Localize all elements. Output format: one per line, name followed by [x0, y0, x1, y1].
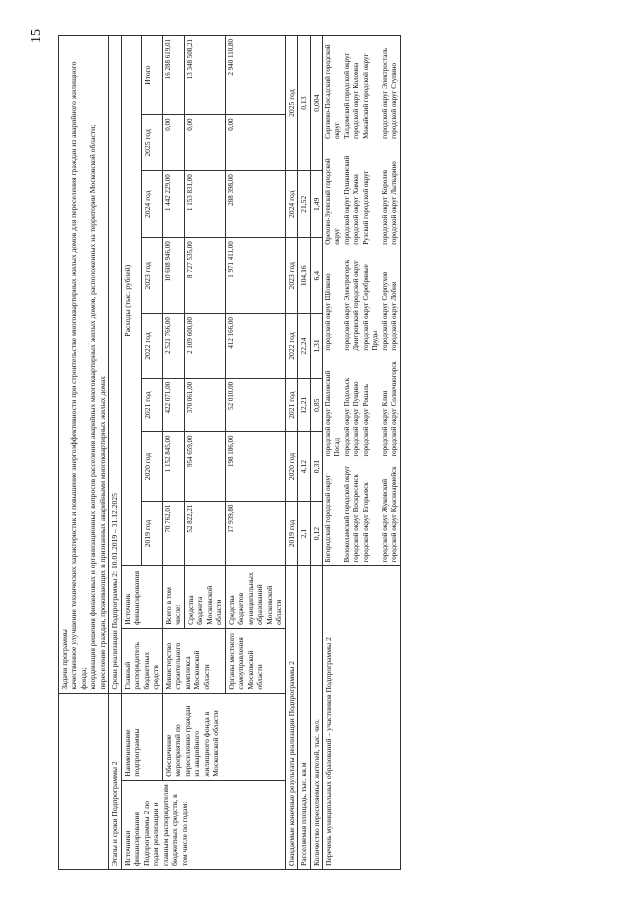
year-header: 2023 год	[142, 238, 162, 314]
year-header: 2020 год	[142, 432, 162, 501]
result-value: 2,1	[298, 501, 310, 566]
year-header: 2025 год	[142, 115, 162, 171]
result-value: 1,49	[310, 171, 322, 238]
results-residents-row	[310, 36, 322, 870]
municipalities-list	[324, 39, 399, 562]
municipality-item: городской округ Коломна	[352, 62, 361, 139]
financing-label: Источники финансирования Подпрограммы 2 по годам реализации и главным распорядителям бюджетных средств, в том числе по годам:	[121, 780, 285, 869]
result-value: 21,52	[298, 171, 310, 238]
year-header: 2022 год	[285, 314, 297, 379]
municipality-item: городской округ Пущино	[352, 381, 361, 457]
value-cell: 8 727 535,00	[184, 238, 225, 314]
result-value: 0,12	[310, 501, 322, 566]
municipality-item: Рузский городской округ	[362, 170, 371, 245]
results-area-row	[298, 36, 310, 870]
municipality-item: Дмитровский городской округ	[352, 260, 361, 351]
year-header: 2019 год	[142, 501, 162, 566]
col-distributor: Главный распорядитель бюджетных средств	[121, 628, 162, 693]
municipalities-cell	[323, 36, 401, 566]
year-header: 2024 год	[142, 171, 162, 238]
value-cell: 288 398,00	[225, 171, 285, 238]
result-value: 0,31	[310, 432, 322, 501]
municipality-item: городской округ Лыткарино	[390, 161, 399, 245]
municipality-item: городской округ Лобня	[390, 281, 399, 351]
value-cell: 1 971 411,00	[225, 238, 285, 314]
result-value: 6,4	[310, 238, 322, 314]
year-header: 2019 год	[285, 501, 297, 566]
program-name: Обеспечение мероприятий по переселению граждан из аварийного жилищного фонда в Московской области	[162, 693, 285, 780]
result-value: 4,12	[298, 432, 310, 501]
municipality-item: городской округ Королев	[380, 169, 389, 245]
municipality-item: Орехово-Зуевский городской округ	[324, 158, 341, 245]
stages-row	[109, 36, 121, 870]
task-item: координация решения финансовых и организационных вопросов расселения аварийных многоквартирных жилых домов, расположенных на территории Московской области;	[88, 124, 98, 690]
municipality-item: Волоколамский городской округ	[342, 465, 351, 563]
year-header: 2020 год	[285, 432, 297, 501]
result-value: 0,85	[310, 378, 322, 432]
value-cell: 198 186,00	[225, 432, 285, 501]
tasks-heading: Задачи программы	[60, 629, 69, 690]
source-name: Средства бюджетов муниципальных образований Московской области	[225, 566, 285, 629]
tasks-row	[59, 36, 109, 870]
result-value: 1,31	[310, 314, 322, 379]
municipality-item: городской округ Электросталь	[380, 47, 389, 139]
value-cell: 70 762,01	[162, 501, 184, 566]
value-cell: 0,00	[184, 115, 225, 171]
year-header: 2021 год	[285, 378, 297, 432]
municipality-item: городской округ Подольск	[342, 377, 351, 457]
task-item: качественное улучшение технических характеристик и повышение энергоэффективности при строительстве многоквартирных жилых домов для переселения граждан из аварийного жилищного фонда;	[69, 61, 88, 690]
municipalities-row	[323, 36, 401, 870]
result-label: Количество переселяемых жителей, тыс. чел.	[310, 566, 322, 870]
year-header: 2024 год	[285, 171, 297, 238]
value-cell: 1 152 845,00	[162, 432, 184, 501]
result-value: 104,16	[298, 238, 310, 314]
value-cell: 422 071,00	[162, 378, 184, 432]
result-value: 12,21	[298, 378, 310, 432]
municipality-item: городской округ Серпухов	[380, 271, 389, 351]
source-name: Средства бюджета Московской области	[184, 566, 225, 629]
value-cell: 16 288 619,01	[162, 36, 184, 115]
municipality-item: городской округ Егорьевск	[362, 482, 371, 563]
municipality-item: Сергиево-Посадский городской округ	[324, 44, 341, 139]
financing-row-total	[162, 36, 184, 870]
stages-value: Сроки реализации Подпрограммы 2: 10.01.2019 – 31.12.2025	[109, 36, 121, 694]
municipality-item: городской округ Клин	[380, 390, 389, 457]
page-number: 15	[29, 29, 44, 43]
passport-table	[58, 35, 401, 870]
municipality-item: городской округ Солнечногорск	[390, 361, 399, 457]
tasks-cell	[59, 36, 109, 694]
value-cell: 1 442 229,00	[162, 171, 184, 238]
distributor-name: Органы местного самоуправления Московской области	[225, 628, 285, 693]
municipality-item: городской округ Щёлково	[324, 273, 333, 351]
year-header: 2022 год	[142, 314, 162, 379]
municipality-item: Богородский городской округ	[324, 474, 333, 563]
municipalities-label: Перечень муниципальных образований – участников Подпрограммы 2	[323, 566, 401, 870]
municipality-item: городской округ Красноармейск	[390, 466, 399, 563]
municipality-item: городской округ Рошаль	[362, 383, 371, 457]
value-cell: 2 109 600,00	[184, 314, 225, 379]
tasks-label	[59, 693, 109, 869]
value-cell: 954 659,00	[184, 432, 225, 501]
task-item: переселение граждан, проживающих в признанных аварийными многоквартирных жилых домах	[97, 376, 107, 690]
source-name: Всего в том числе:	[162, 566, 184, 629]
result-value: 0,004	[310, 36, 322, 171]
distributor-name: Министерство строительного комплекса Московской области	[162, 628, 225, 693]
col-expenses: Расходы (тыс. рублей)	[121, 36, 141, 566]
municipality-item: городской округ Павловский Посад	[324, 370, 341, 457]
municipality-item: Талдомский городской округ	[342, 52, 351, 139]
value-cell: 0,00	[162, 115, 184, 171]
year-header: Итого	[142, 36, 162, 115]
financing-header-row	[121, 36, 141, 870]
municipality-item: городской округ Серебряные Пруды	[362, 264, 379, 351]
value-cell: 13 348 508,21	[184, 36, 225, 115]
value-cell: 17 939,80	[225, 501, 285, 566]
value-cell: 1 153 831,00	[184, 171, 225, 238]
year-header: 2025 год	[285, 36, 297, 171]
municipality-item: Можайский городской округ	[362, 53, 371, 139]
value-cell: 370 061,00	[184, 378, 225, 432]
year-header: 2023 год	[285, 238, 297, 314]
value-cell: 412 166,00	[225, 314, 285, 379]
value-cell: 52 822,21	[184, 501, 225, 566]
value-cell: 10 608 946,00	[162, 238, 184, 314]
value-cell: 52 010,00	[225, 378, 285, 432]
value-cell: 0,00	[225, 115, 285, 171]
municipality-item: городской округ Воскресенск	[352, 474, 361, 563]
result-value: 22,24	[298, 314, 310, 379]
municipality-item: городской округ Химки	[352, 174, 361, 245]
stages-label: Этапы и сроки Подпрограммы 2	[109, 693, 121, 869]
rotated-page-content	[58, 35, 588, 870]
results-years-row	[285, 36, 297, 870]
result-value: 0,13	[298, 36, 310, 171]
municipality-item: городской округ Ступино	[390, 62, 399, 139]
municipality-item: городской округ Жуковский	[380, 479, 389, 563]
col-program-name: Наименование подпрограммы	[121, 693, 162, 780]
col-source: Источник финансирования	[121, 566, 162, 629]
value-cell: 2 940 110,80	[225, 36, 285, 115]
results-label: Ожидаемые конечные результаты реализации Подпрограммы 2	[285, 566, 297, 870]
result-label: Расселяемая площадь, тыс. кв.м	[298, 566, 310, 870]
municipality-item: городской округ Электрогорск	[342, 259, 351, 351]
value-cell: 2 521 766,00	[162, 314, 184, 379]
year-header: 2021 год	[142, 378, 162, 432]
municipality-item: городской округ Пушкинский	[342, 155, 351, 245]
